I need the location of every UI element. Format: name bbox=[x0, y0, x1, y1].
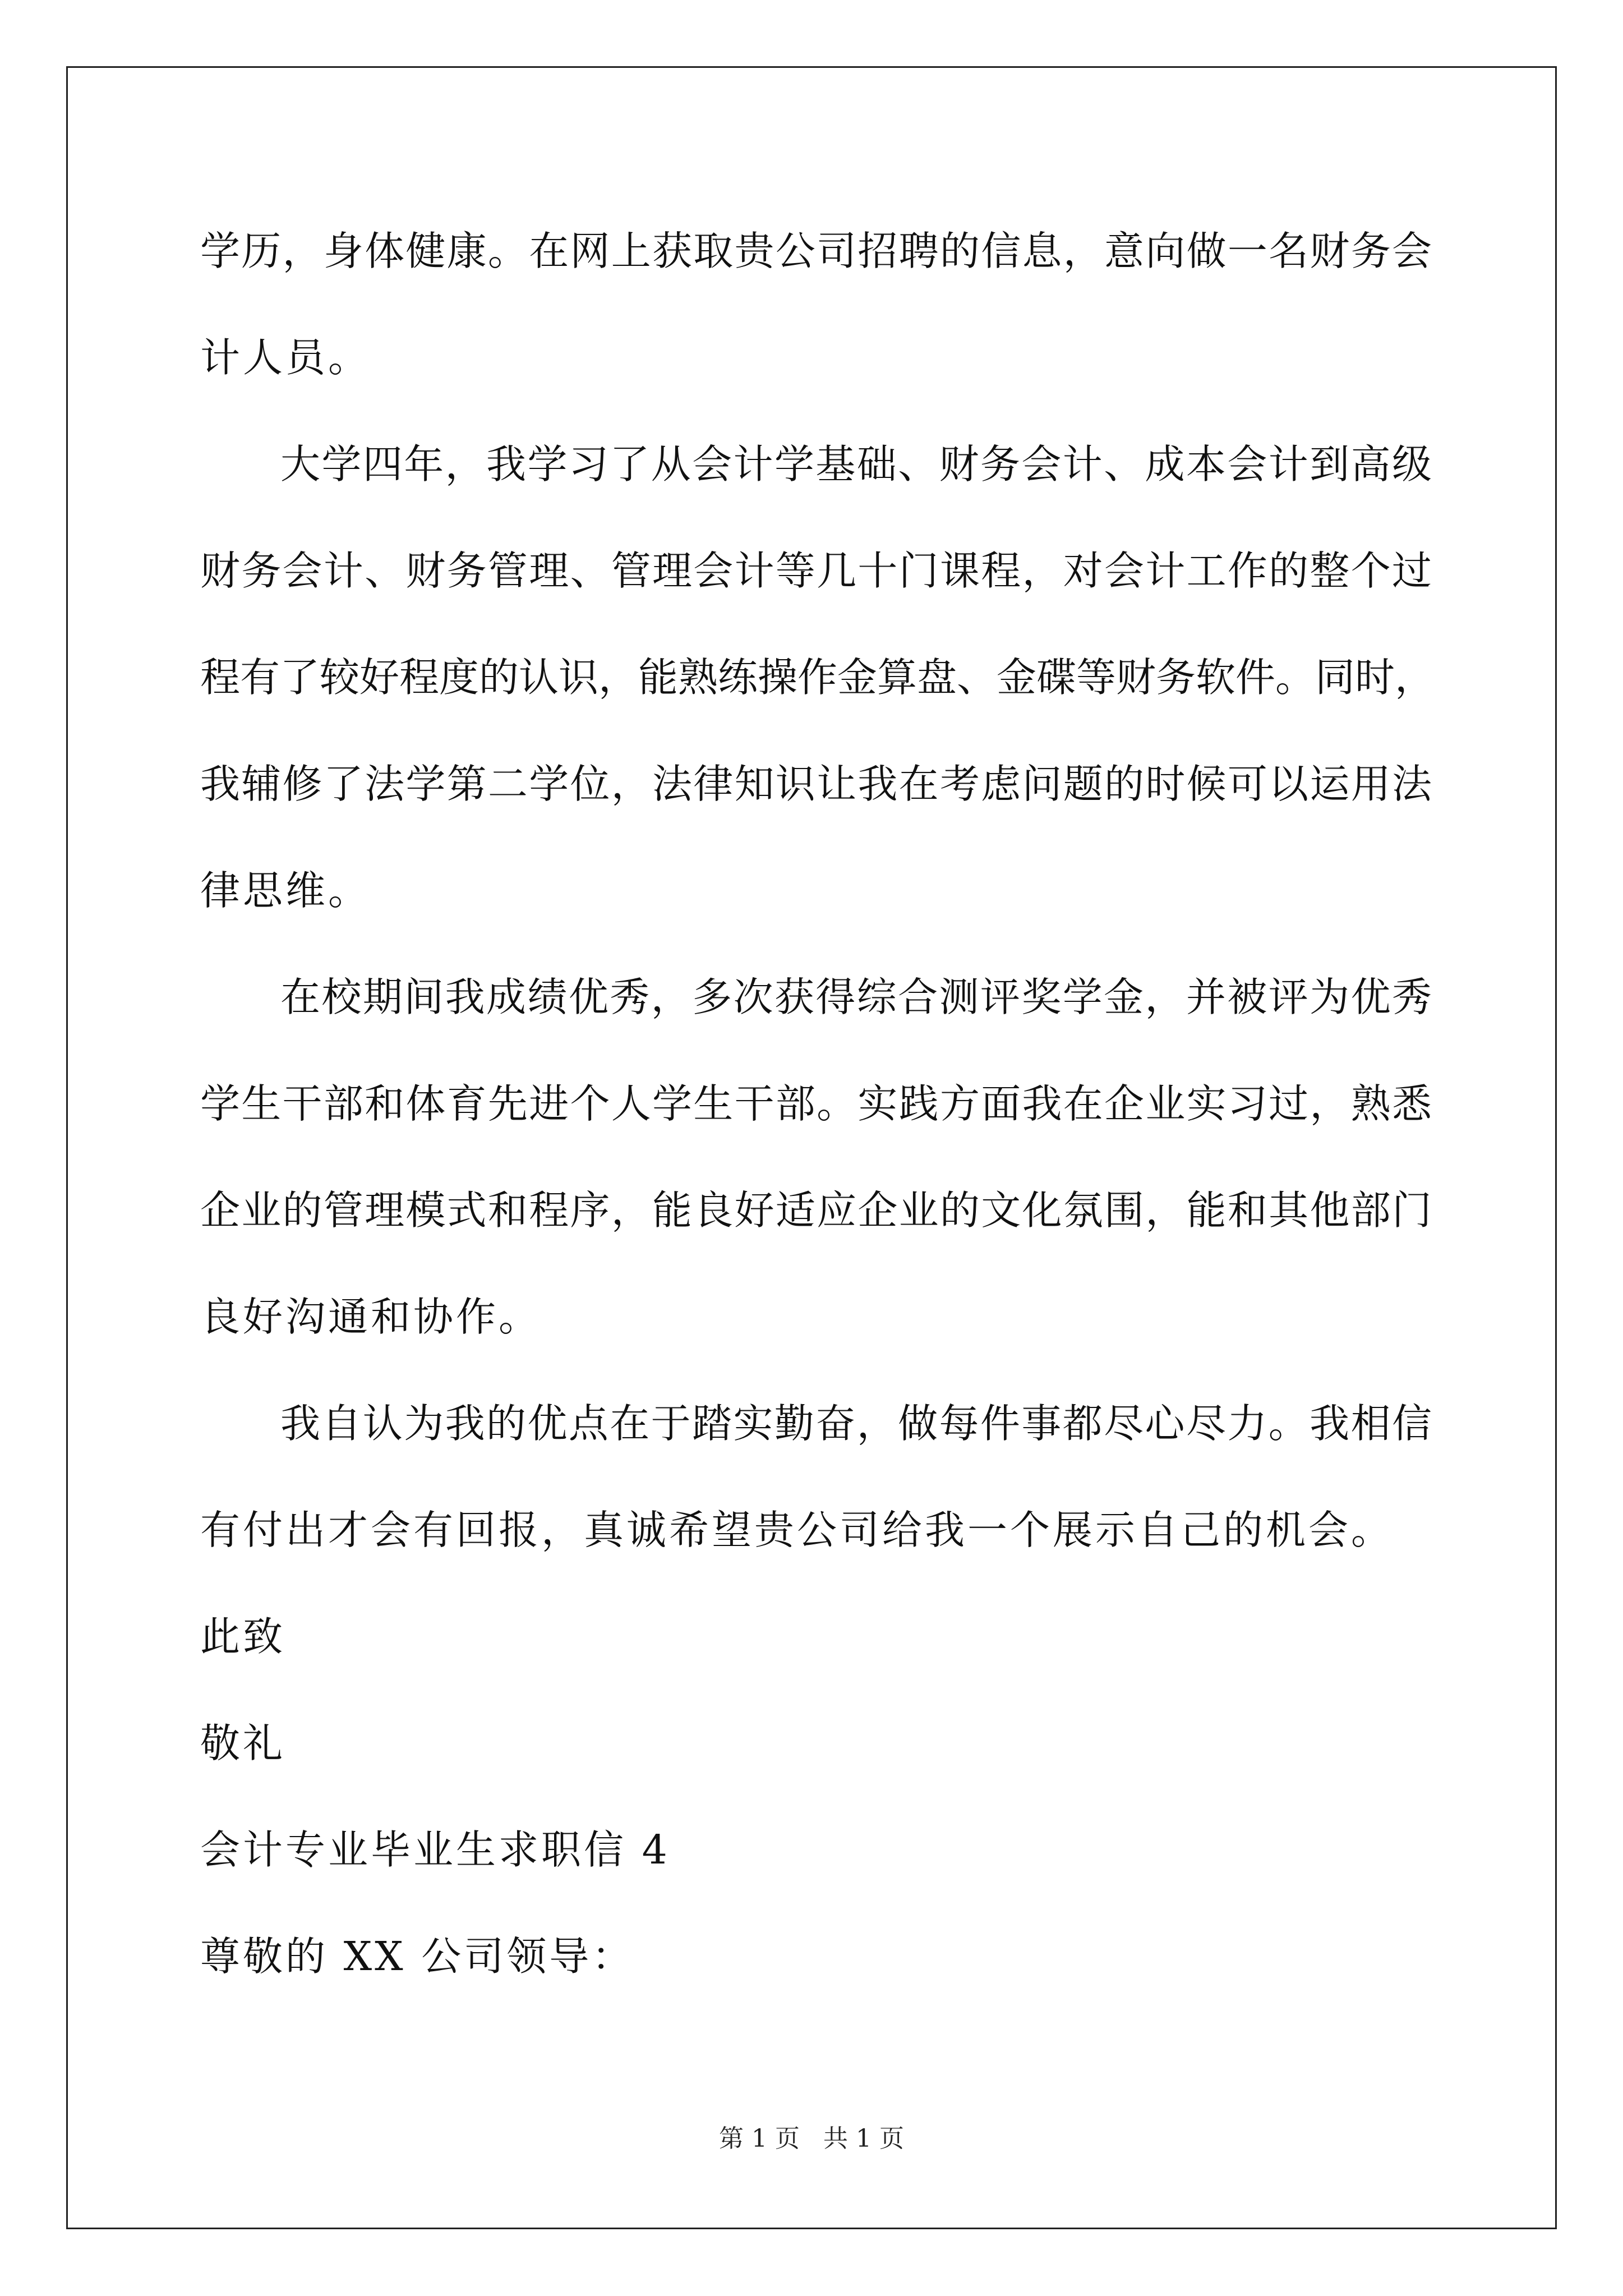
body-text-line: 有付出才会有回报，真诚希望贵公司给我一个展示自己的机会。 bbox=[200, 1507, 1394, 1553]
body-text-line: 良好沟通和协作。 bbox=[200, 1294, 542, 1340]
page-border bbox=[66, 66, 1557, 2229]
body-text-line: 学历，身体健康。在网上获取贵公司招聘的信息，意向做一名财务会 bbox=[200, 228, 1432, 274]
greeting-line: 尊敬的 XX 公司领导： bbox=[200, 1933, 635, 1980]
section-heading: 会计专业毕业生求职信 4 bbox=[200, 1826, 670, 1873]
body-text-line: 在校期间我成绩优秀，多次获得综合测评奖学金，并被评为优秀 bbox=[280, 974, 1432, 1020]
body-text-line: 财务会计、财务管理、管理会计等几十门课程，对会计工作的整个过 bbox=[200, 547, 1432, 594]
body-text-line: 大学四年，我学习了从会计学基础、财务会计、成本会计到高级 bbox=[280, 441, 1432, 487]
body-text-line: 企业的管理模式和程序，能良好适应企业的文化氛围，能和其他部门 bbox=[200, 1187, 1432, 1234]
body-text-line: 学生干部和体育先进个人学生干部。实践方面我在企业实习过，熟悉 bbox=[200, 1080, 1432, 1127]
page-number-footer: 第 1 页 共 1 页 bbox=[719, 2124, 904, 2153]
body-text-line: 我自认为我的优点在于踏实勤奋，做每件事都尽心尽力。我相信 bbox=[280, 1400, 1432, 1447]
closing-salutation: 此致 bbox=[200, 1613, 286, 1660]
body-text-line: 计人员。 bbox=[200, 334, 371, 381]
body-text-line: 律思维。 bbox=[200, 867, 371, 914]
body-text-line: 我辅修了法学第二学位，法律知识让我在考虑问题的时候可以运用法 bbox=[200, 761, 1432, 807]
body-text-line: 程有了较好程度的认识，能熟练操作金算盘、金碟等财务软件。同时， bbox=[200, 654, 1435, 701]
closing-regards: 敬礼 bbox=[200, 1720, 286, 1766]
